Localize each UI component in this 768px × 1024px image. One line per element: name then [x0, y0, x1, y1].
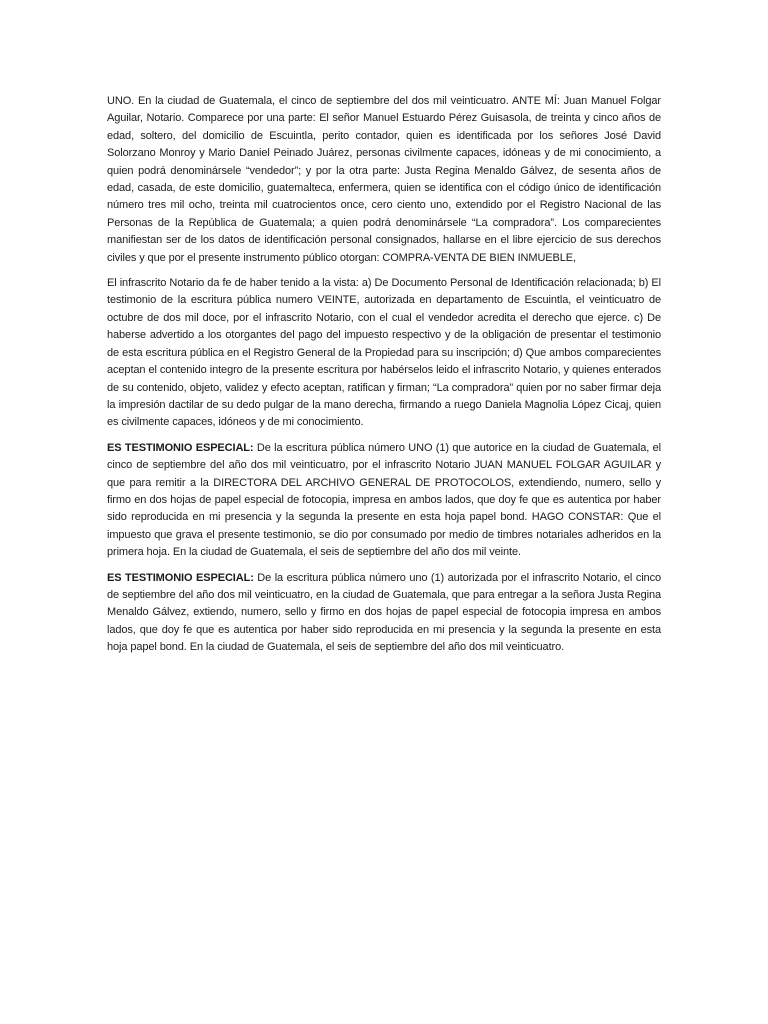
paragraph-testimonio-especial-archive: [107, 440, 661, 562]
paragraph-lead: ES TESTIMONIO ESPECIAL:: [107, 571, 254, 584]
paragraph-text: UNO. En la ciudad de Guatemala, el cinco de septiembre del dos mil veinticuatro. ANTE MÍ: Juan Manuel Folgar Aguilar, Notario. Comparece por una parte: El señor Manuel Estuardo Pérez Guisasola, de treinta y cinco años de edad, soltero, del domicilio de Escuintla, perito contador, quien es identificada por los señores José David Solorzano Monroy y Mario Daniel Peinado Juárez, personas civilmente capaces, idóneas y de mi conocimiento, a quien podrá denominársele “vendedor”; y por la otra parte: Justa Regina Menaldo Gálvez, de sesenta años de edad, casada, de este domicilio, guatemalteca, enfermera, quien se identifica con el código único de identificación número tres mil ocho, treinta mil cuatrocientos once, cero ciento uno, extendido por el Registro Nacional de las Personas de la República de Guatemala; a quien podrá denominársele “La compradora”. Los comparecientes manifiestan ser de los datos de identificación personal consignados, hallarse en el libre ejercicio de sus derechos civiles y que por el presente instrumento público otorgan: COMPRA-VENTA DE BIEN INMUEBLE,: [107, 95, 661, 264]
paragraph-lead: ES TESTIMONIO ESPECIAL:: [107, 441, 254, 454]
paragraph-text: El infrascrito Notario da fe de haber tenido a la vista: a) De Documento Personal de Identificación relacionada; b) El testimonio de la escritura pública numero VEINTE, autorizada en departamento de Escuintla, el veinticuatro de octubre de dos mil doce, por el infrascrito Notario, con el cual el vendedor acredita el derecho que ejerce. c) De haberse advertido a los otorgantes del pago del impuesto respectivo y de la obligación de presentar el testimonio de esta escritura pública en el Registro General de la Propiedad para su inscripción; d) Que ambos comparecientes aceptan el contenido integro de la presente escritura por habérselos leido el infrascrito Notario, y quienes enterados de su contenido, objeto, validez y efecto aceptan, ratifican y firman; “La compradora” quien por no saber firmar deja la impresión dactilar de su dedo pulgar de la mano derecha, firmando a ruego Daniela Magnolia López Cicaj, quien es civilmente capaces, idóneos y de mi conocimiento.: [107, 277, 661, 429]
paragraph-text: De la escritura pública número uno (1) autorizada por el infrascrito Notario, el cinco de septiembre del año dos mil veinticuatro, en la ciudad de Guatemala, que para entregar a la señora Justa Regina Menaldo Gálvez, extiendo, numero, sello y firmo en dos hojas de papel especial de fotocopia impresa en ambos lados, que doy fe que es autentica por haber sido reproducida en mi presencia y la segunda la presente en esta hoja papel bond. En la ciudad de Guatemala, el seis de septiembre del año dos mil veinticuatro.: [107, 571, 661, 654]
paragraph-deed-opening: [107, 93, 661, 267]
paragraph-testimonio-especial-buyer: [107, 570, 661, 657]
paragraph-text: De la escritura pública número UNO (1) que autorice en la ciudad de Guatemala, el cinco de septiembre del año dos mil veinticuatro, por el infrascrito Notario JUAN MANUEL FOLGAR AGUILAR y que para remitir a la DIRECTORA DEL ARCHIVO GENERAL DE PROTOCOLOS, extendiendo, numero, sello y firmo en dos hojas de papel especial de fotocopia, impresa en ambos lados, que doy fe que es autentica por haber sido reproducida en mi presencia y la segunda la presente en esta hoja papel bond. HAGO CONSTAR: Que el impuesto que grava el presente testimonio, se dio por consumado por medio de timbres notariales adheridos en la primera hoja. En la ciudad de Guatemala, el seis de septiembre del año dos mil veinte.: [107, 441, 661, 559]
paragraph-notary-attestation: [107, 275, 661, 432]
document-body: [107, 93, 661, 665]
